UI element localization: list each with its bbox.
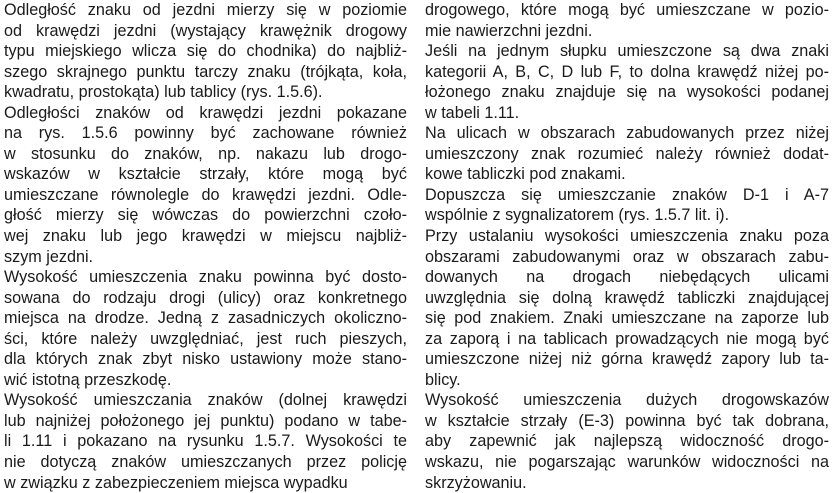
text-line: Wysokość umieszczenia znaku powinna być dosto- xyxy=(4,268,407,287)
text-line: na rys. 1.5.6 powinny być zachowane również xyxy=(4,124,407,143)
text-line: aby zapewnić jak najlepszą widoczność drogo- xyxy=(425,432,829,451)
text-line: uwzględnia się dolną krawędź tabliczki znajdującej xyxy=(425,288,829,307)
text-line: wskazów w kształcie strzały, które mogą być xyxy=(4,165,407,184)
text-line: skrzyżowaniu. xyxy=(425,473,527,492)
text-line: typu miejskiego wlicza się do chodnika) do najbliż- xyxy=(4,42,407,61)
text-line: łożonego znaku znajduje się na wysokości podanej xyxy=(425,83,829,102)
paragraph xyxy=(4,390,407,493)
text-line: ści, które należy uwzględniać, jest ruch pieszych, xyxy=(4,329,407,348)
text-line: Dopuszcza się umieszczanie znaków D-1 i A-7 xyxy=(425,185,829,204)
text-line: drogowego, które mogą być umieszczane w pozio- xyxy=(425,1,829,19)
text-line: szym jezdni. xyxy=(4,247,94,266)
paragraph xyxy=(4,0,407,103)
text-line: umieszczane równolegle do krawędzi jezdni. Odle- xyxy=(4,185,407,204)
text-line: dla których znak zbyt nisko ustawiony może stano- xyxy=(4,350,407,369)
text-line: Odległości znaków od krawędzi jezdni pokazane xyxy=(4,103,407,122)
text-line: blicy. xyxy=(425,370,461,389)
text-line: Jeśli na jednym słupku umieszczone są dwa znaki xyxy=(425,42,829,61)
text-line: kategorii A, B, C, D lub F, to dolna krawędź niżej po- xyxy=(425,62,829,81)
text-line: Przy ustalaniu wysokości umieszczenia znaku poza xyxy=(425,227,829,246)
right-column xyxy=(425,0,829,493)
text-line: w związku z zabezpieczeniem miejsca wypadku xyxy=(4,473,348,492)
text-line: lub najniżej położonego jej punktu) podano w tabe- xyxy=(4,411,407,430)
paragraph xyxy=(425,41,829,123)
text-line: kowe tabliczki pod znakami. xyxy=(425,165,626,184)
text-line: szego skrajnego punktu tarczy znaku (trójkąta, koła, xyxy=(4,62,407,81)
text-line: Na ulicach w obszarach zabudowanych przez niżej xyxy=(425,124,829,143)
text-line: za zaporą i na tablicach prowadzących nie mogą być xyxy=(425,329,829,348)
text-line: Wysokość umieszczania znaków (dolnej krawędzi xyxy=(4,391,407,410)
text-line: mie nawierzchni jezdni. xyxy=(425,21,593,40)
text-line: głość mierzy się wówczas do powierzchni czoło- xyxy=(4,206,407,225)
text-line: miejsca na drodze. Jedną z zasadniczych okoliczno- xyxy=(4,309,407,328)
text-line: Odległość znaku od jezdni mierzy się w poziomie xyxy=(4,1,407,19)
text-line: wić istotną przeszkodę. xyxy=(4,370,172,389)
text-line: li 1.11 i pokazano na rysunku 1.5.7. Wysokości te xyxy=(4,432,407,451)
text-line: się pod znakiem. Znaki umieszczane na zaporze lub xyxy=(425,309,829,328)
text-line: umieszczony znak rozumieć należy również dodat- xyxy=(425,144,829,163)
text-line: w stosunku do znaków, np. nakazu lub drogo- xyxy=(4,144,407,163)
text-line: wskazu, nie pogarszając warunków widoczności na xyxy=(425,453,829,472)
text-line: obszarami zabudowanymi oraz w obszarach zabu- xyxy=(425,247,829,266)
paragraph xyxy=(425,390,829,493)
paragraph xyxy=(425,123,829,185)
text-line: Wysokość umieszczenia dużych drogowskazów xyxy=(425,391,829,410)
left-column xyxy=(4,0,407,493)
text-line: wej znaku lub jego krawędzi w miejscu najbliż- xyxy=(4,227,407,246)
text-line: wspólnie z sygnalizatorem (rys. 1.5.7 lit. i). xyxy=(425,206,730,225)
text-line: dowanych na drogach niebędących ulicami xyxy=(425,268,829,287)
text-line: od krawędzi jezdni (wystający krawężnik drogowy xyxy=(4,21,407,40)
text-line: w tabeli 1.11. xyxy=(425,103,520,122)
text-line: nie dotyczą znaków umieszczanych przez policję xyxy=(4,453,407,472)
paragraph xyxy=(425,185,829,226)
text-line: sowana do rodzaju drogi (ulicy) oraz konkretnego xyxy=(4,288,407,307)
text-line: umieszczone niżej niż górna krawędź zapory lub ta- xyxy=(425,350,829,369)
paragraph xyxy=(425,0,829,41)
paragraph xyxy=(4,103,407,267)
paragraph xyxy=(425,226,829,390)
paragraph xyxy=(4,267,407,390)
text-line: w kształcie strzały (E-3) powinna być tak dobrana, xyxy=(425,411,829,430)
text-line: kwadratu, prostokąta) lub tablicy (rys. 1.5.6). xyxy=(4,83,323,102)
